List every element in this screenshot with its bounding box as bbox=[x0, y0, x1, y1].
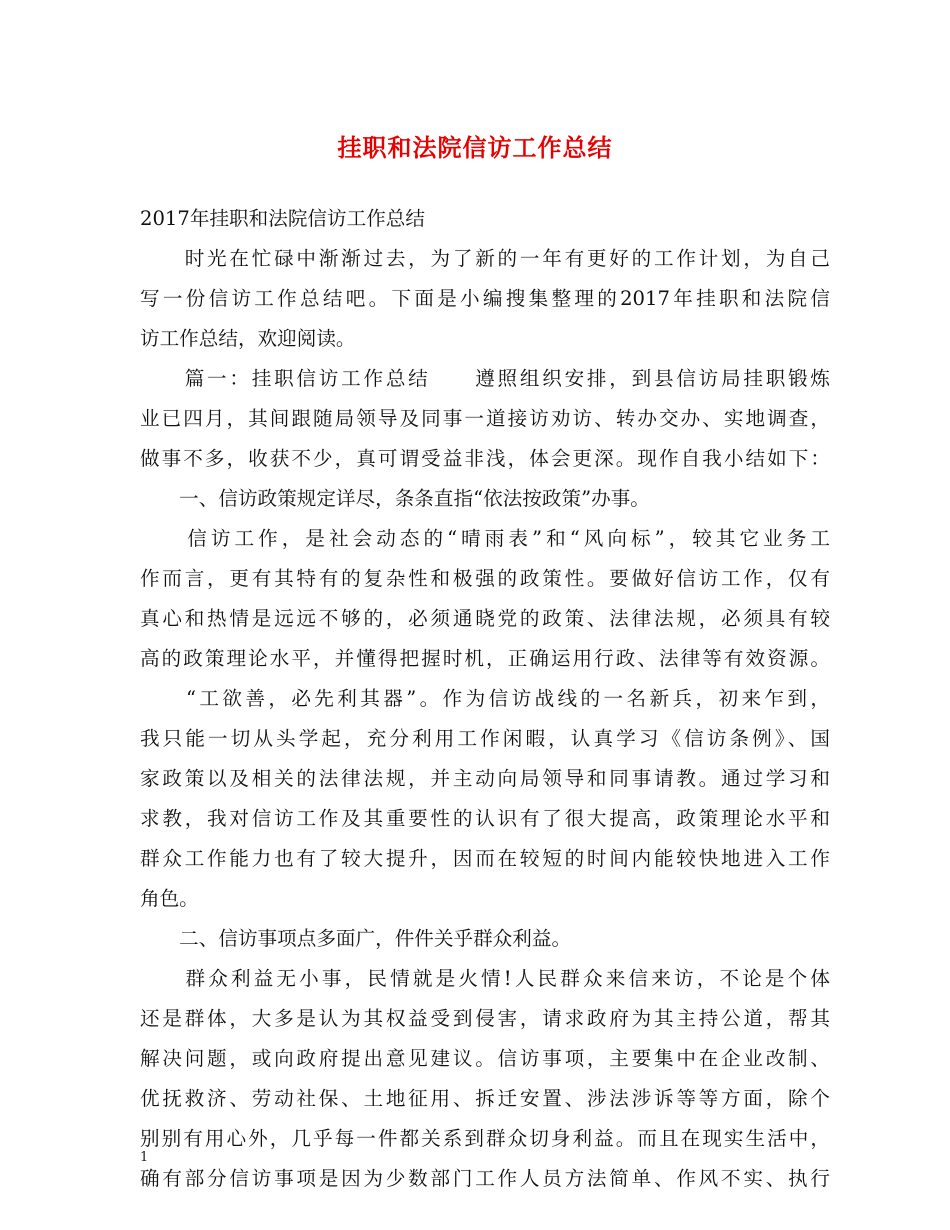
body-line-1: 2017年挂职和法院信访工作总结 bbox=[140, 207, 425, 230]
body-line-22: 解决问题，或向政府提出意见建议。信访事项，主要集中在企业改制、 bbox=[140, 1047, 830, 1070]
body-line-20: 群众利益无小事，民情就是火情!人民群众来信来访，不论是个体 bbox=[140, 967, 830, 990]
body-line-21: 还是群体，大多是认为其权益受到侵害，请求政府为其主持公道，帮其 bbox=[140, 1007, 830, 1030]
body-line-10: 作而言，更有其特有的复杂性和极强的政策性。要做好信访工作，仅有 bbox=[140, 567, 830, 590]
body-line-15: 家政策以及相关的法律法规，并主动向局领导和同事请教。通过学习和 bbox=[140, 767, 830, 790]
body-line-13: “工欲善，必先利其器”。作为信访战线的一名新兵，初来乍到， bbox=[140, 687, 830, 710]
body-line-4: 访工作总结，欢迎阅读。 bbox=[140, 327, 356, 350]
body-line-17: 群众工作能力也有了较大提升，因而在较短的时间内能较快地进入工作 bbox=[140, 847, 830, 870]
body-line-8: 一、信访政策规定详尽，条条直指“依法按政策”办事。 bbox=[140, 487, 650, 510]
body-line-5: 篇一：挂职信访工作总结 遵照组织安排，到县信访局挂职锻炼 bbox=[140, 367, 830, 390]
body-line-3: 写一份信访工作总结吧。下面是小编搜集整理的2017年挂职和法院信 bbox=[140, 287, 830, 310]
document-title: 挂职和法院信访工作总结 bbox=[337, 133, 613, 162]
body-line-6: 业已四月，其间跟随局领导及同事一道接访劝访、转办交办、实地调查， bbox=[140, 407, 830, 430]
document-body bbox=[140, 199, 830, 1199]
body-line-24: 别别有用心外，几乎每一件都关系到群众切身利益。而且在现实生活中， bbox=[140, 1127, 830, 1150]
body-line-7: 做事不多，收获不少，真可谓受益非浅，体会更深。现作自我小结如下： bbox=[140, 447, 830, 470]
body-line-18: 角色。 bbox=[140, 887, 199, 910]
body-line-2: 时光在忙碌中渐渐过去，为了新的一年有更好的工作计划，为自己 bbox=[140, 247, 830, 270]
body-line-19: 二、信访事项点多面广，件件关乎群众利益。 bbox=[140, 927, 572, 950]
body-line-23: 优抚救济、劳动社保、土地征用、拆迁安置、涉法涉诉等等方面，除个 bbox=[140, 1087, 830, 1110]
body-line-25: 确有部分信访事项是因为少数部门工作人员方法简单、作风不实、执行 bbox=[140, 1167, 830, 1190]
body-line-9: 信访工作，是社会动态的“晴雨表”和“风向标”，较其它业务工 bbox=[140, 527, 830, 550]
page-number: 1 bbox=[140, 1150, 149, 1165]
body-line-11: 真心和热情是远远不够的，必须通晓党的政策、法律法规，必须具有较 bbox=[140, 607, 830, 630]
body-line-16: 求教，我对信访工作及其重要性的认识有了很大提高，政策理论水平和 bbox=[140, 807, 830, 830]
body-line-12: 高的政策理论水平，并懂得把握时机，正确运用行政、法律等有效资源。 bbox=[140, 647, 830, 670]
body-line-14: 我只能一切从头学起，充分利用工作闲暇，认真学习《信访条例》、国 bbox=[140, 727, 830, 750]
